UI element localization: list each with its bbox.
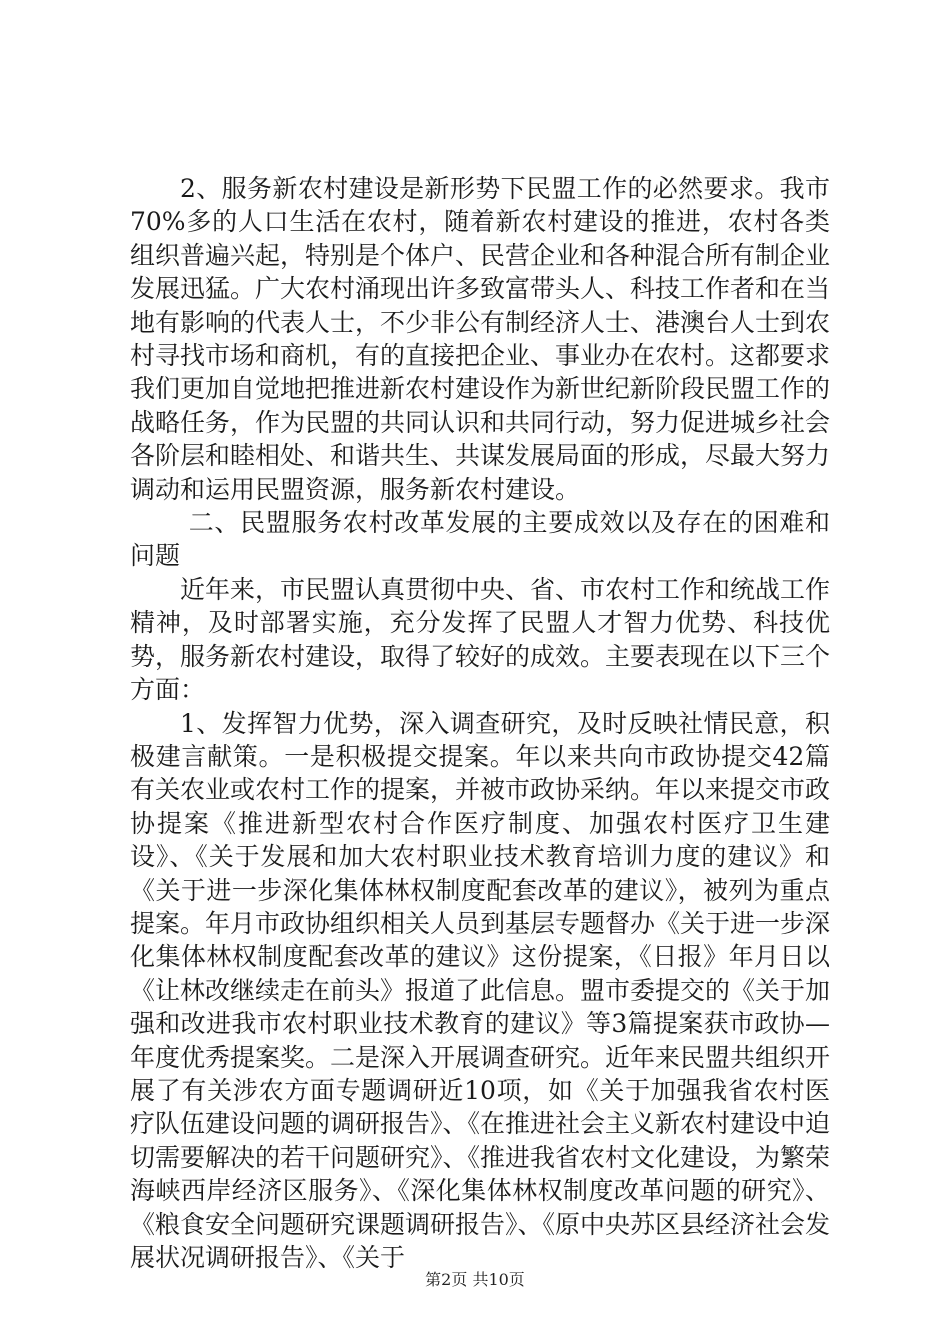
paragraph-achievements-intro: 近年来，市民盟认真贯彻中央、省、市农村工作和统战工作精神，及时部署实施，充分发挥了民盟人才智力优势、科技优势，服务新农村建设，取得了较好的成效。主要表现在以下三个方面：: [130, 574, 831, 705]
paragraph-rural-construction: 2、服务新农村建设是新形势下民盟工作的必然要求。我市70%多的人口生活在农村，随着新农村建设的推进，农村各类组织普遍兴起，特别是个体户、民营企业和各种混合所有制企业发展迅猛。广大农村涌现出许多致富带头人、科技工作者和在当地有影响的代表人士，不少非公有制经济人士、港澳台人士到农村寻找市场和商机，有的直接把企业、事业办在农村。这都要求我们更加自觉地把推进新农村建设作为新世纪新阶段民盟工作的战略任务，作为民盟的共同认识和共同行动，努力促进城乡社会各阶层和睦相处、和谐共生、共谋发展局面的形成，尽最大努力调动和运用民盟资源，服务新农村建设。: [130, 174, 831, 504]
document-body: [130, 172, 830, 1274]
page-number-footer: 第2页 共10页: [425, 1270, 525, 1289]
paragraph-intellectual-advantage: 1、发挥智力优势，深入调查研究，及时反映社情民意，积极建言献策。一是积极提交提案。年以来共向市政协提交42篇有关农业或农村工作的提案，并被市政协采纳。年以来提交市政协提案《推进新型农村合作医疗制度、加强农村医疗卫生建设》、《关于发展和加大农村职业技术教育培训力度的建议》和《关于进一步深化集体林权制度配套改革的建议》，被列为重点提案。年月市政协组织相关人员到基层专题督办《关于进一步深化集体林权制度配套改革的建议》这份提案，《日报》年月日以《让林改继续走在前头》报道了此信息。盟市委提交的《关于加强和改进我市农村职业技术教育的建议》等3篇提案获市政协—年度优秀提案奖。二是深入开展调查研究。近年来民盟共组织开展了有关涉农方面专题调研近10项，如《关于加强我省农村医疗队伍建设问题的调研报告》、《在推进社会主义新农村建设中迫切需要解决的若干问题研究》、《推进我省农村文化建设，为繁荣海峡西岸经济区服务》、《深化集体林权制度改革问题的研究》、《粮食安全问题研究课题调研报告》、《原中央苏区县经济社会发展状况调研报告》、《关于: [130, 708, 831, 1272]
section-heading: 二、民盟服务农村改革发展的主要成效以及存在的困难和问题: [130, 508, 830, 571]
